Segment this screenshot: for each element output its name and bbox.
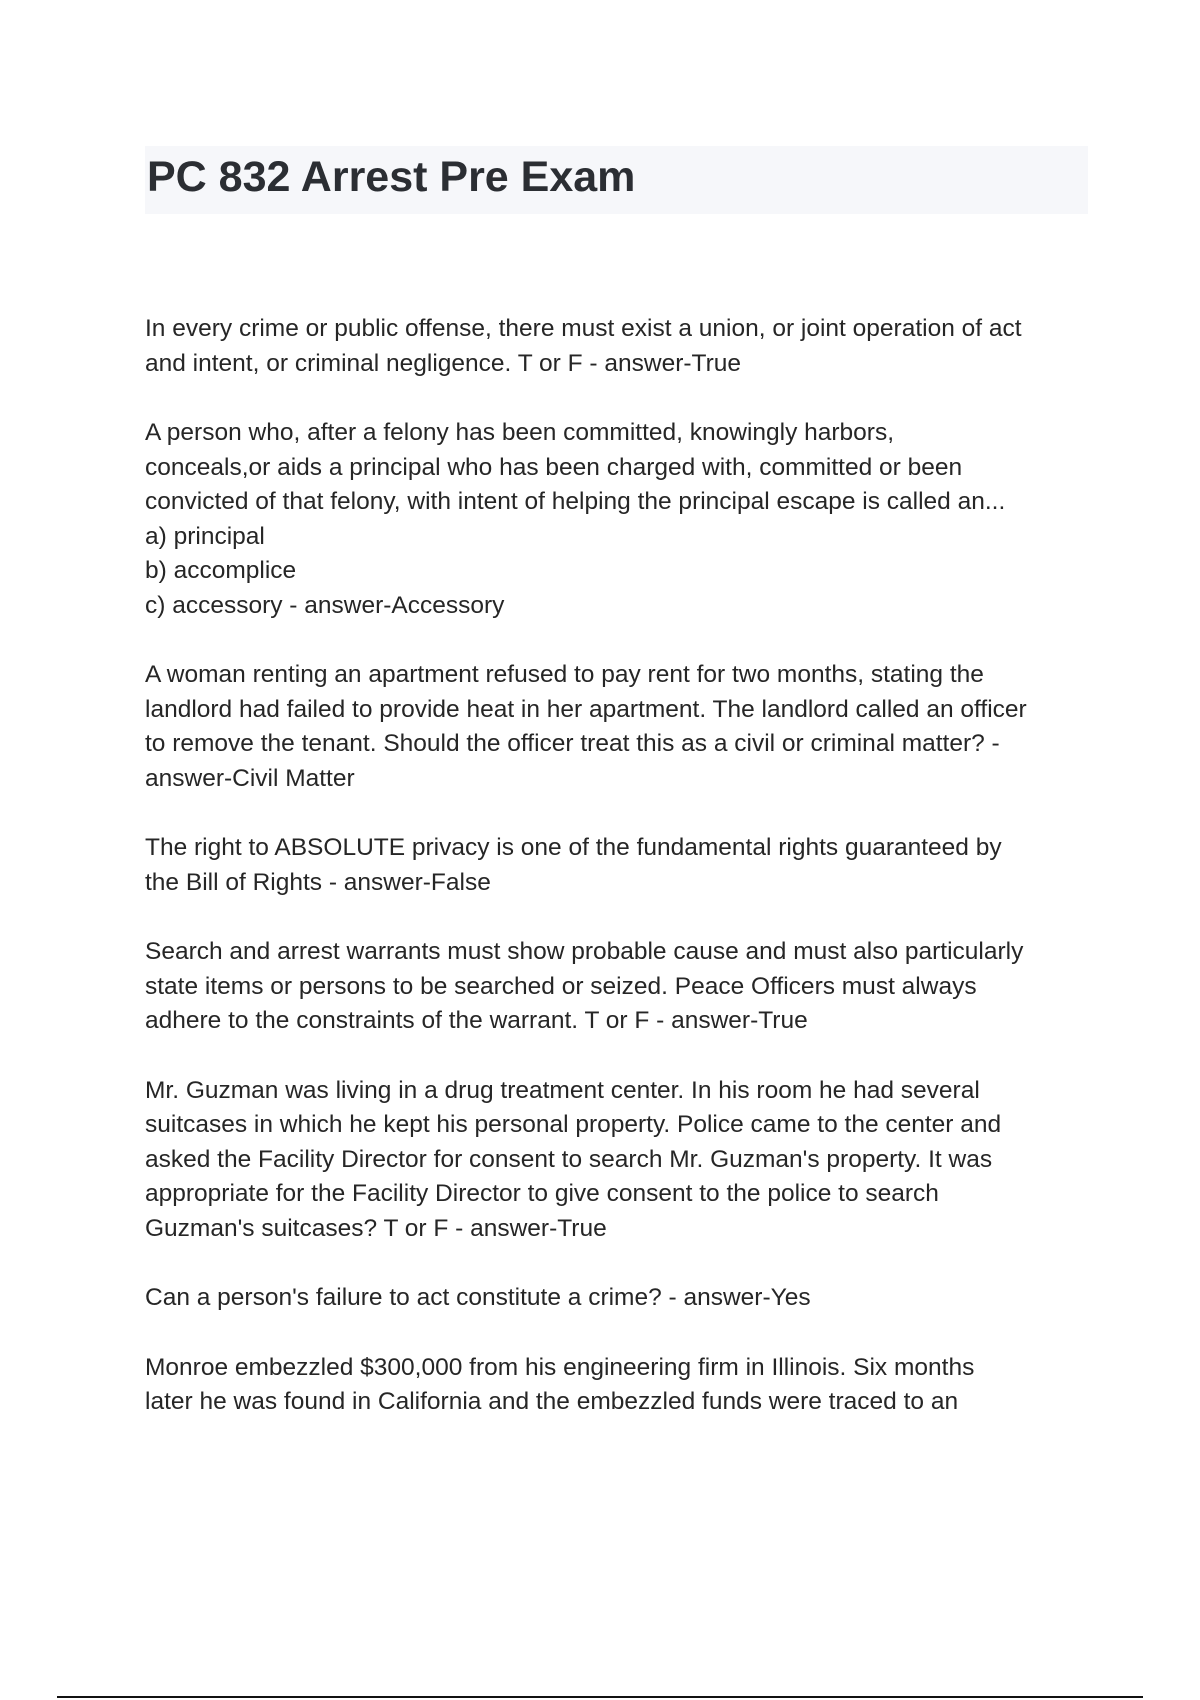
page-title: PC 832 Arrest Pre Exam [147, 153, 636, 201]
qa-line: A person who, after a felony has been committed, knowingly harbors, [145, 419, 895, 446]
qa-item [145, 1351, 1090, 1420]
qa-item [145, 658, 1090, 796]
qa-line: answer-Civil Matter [145, 764, 355, 792]
qa-line: In every crime or public offense, there must exist a union, or joint operation of act [145, 315, 1022, 342]
qa-line: Search and arrest warrants must show probable cause and must also particularly [145, 938, 1024, 965]
qa-item [145, 1074, 1090, 1247]
question-list [145, 312, 1090, 1455]
qa-item [145, 312, 1090, 381]
title-banner [145, 146, 1088, 214]
qa-line: convicted of that felony, with intent of helping the principal escape is called an... [145, 488, 1006, 515]
qa-option: b) accomplice [145, 557, 297, 584]
qa-line: Mr. Guzman was living in a drug treatment center. In his room he had several [145, 1076, 980, 1104]
qa-line: conceals,or aids a principal who has been charged with, committed or been [145, 453, 963, 481]
qa-line: Guzman's suitcases? T or F - answer-True [145, 1214, 607, 1242]
qa-line: landlord had failed to provide heat in her apartment. The landlord called an officer [145, 695, 1027, 723]
qa-line: asked the Facility Director for consent to search Mr. Guzman's property. It was [145, 1145, 993, 1173]
qa-line: appropriate for the Facility Director to give consent to the police to search [145, 1180, 939, 1207]
qa-item [145, 935, 1090, 1039]
qa-line: Monroe embezzled $300,000 from his engineering firm in Illinois. Six months [145, 1353, 975, 1381]
qa-line: A woman renting an apartment refused to pay rent for two months, stating the [145, 661, 984, 688]
qa-option: a) principal [145, 522, 265, 550]
footer-divider [57, 1696, 1143, 1698]
qa-line: state items or persons to be searched or seized. Peace Officers must always [145, 972, 977, 1000]
qa-line: the Bill of Rights - answer-False [145, 868, 491, 896]
qa-line: Can a person's failure to act constitute a crime? - answer-Yes [145, 1284, 811, 1311]
qa-line: to remove the tenant. Should the officer treat this as a civil or criminal matter? - [145, 730, 1000, 757]
qa-line: and intent, or criminal negligence. T or F - answer-True [145, 349, 741, 377]
qa-item [145, 1281, 1090, 1316]
qa-item [145, 416, 1090, 623]
qa-option: c) accessory - answer-Accessory [145, 591, 505, 619]
qa-line: later he was found in California and the embezzled funds were traced to an [145, 1388, 959, 1415]
qa-line: The right to ABSOLUTE privacy is one of the fundamental rights guaranteed by [145, 834, 1002, 861]
qa-line: suitcases in which he kept his personal property. Police came to the center and [145, 1111, 1002, 1138]
qa-line: adhere to the constraints of the warrant. T or F - answer-True [145, 1007, 808, 1034]
qa-item [145, 831, 1090, 900]
